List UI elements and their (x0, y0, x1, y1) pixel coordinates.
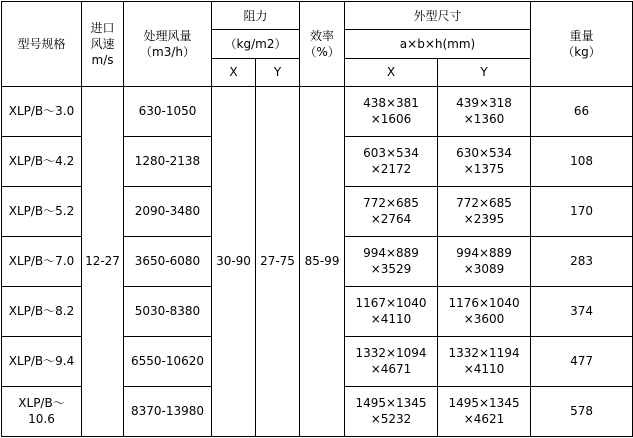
cell-air-volume: 5030-8380 (124, 286, 212, 336)
header-dimensions-unit: a×b×h(mm) (345, 30, 531, 58)
header-resistance-x: X (212, 58, 256, 86)
cell-weight: 283 (531, 236, 633, 286)
cell-inlet-speed-merged: 12-27 (82, 86, 124, 436)
table-header-row (2, 2, 633, 30)
cell-dimensions-x: 772×685 ×2764 (345, 186, 438, 236)
cell-dimensions-y: 994×889 ×3089 (438, 236, 531, 286)
header-weight: 重量 （kg） (531, 2, 633, 87)
table-row (2, 86, 633, 136)
cell-dimensions-y: 630×534 ×1375 (438, 136, 531, 186)
cell-model: XLP/B～10.6 (2, 386, 82, 436)
header-model: 型号规格 (2, 2, 82, 87)
cell-dimensions-y: 772×685 ×2395 (438, 186, 531, 236)
cell-resistance-y-merged: 27-75 (256, 86, 300, 436)
header-dimensions-y: Y (438, 58, 531, 86)
cell-weight: 108 (531, 136, 633, 186)
header-dimensions-title: 外型尺寸 (345, 2, 531, 30)
cell-air-volume: 3650-6080 (124, 236, 212, 286)
cell-dimensions-y: 1176×1040 ×3600 (438, 286, 531, 336)
cell-dimensions-x: 603×534 ×2172 (345, 136, 438, 186)
header-dimensions-x: X (345, 58, 438, 86)
cell-model: XLP/B～5.2 (2, 186, 82, 236)
cell-dimensions-y: 1495×1345 ×4621 (438, 386, 531, 436)
header-resistance-unit: （kg/m2） (212, 30, 300, 58)
cell-weight: 66 (531, 86, 633, 136)
cell-dimensions-x: 1495×1345 ×5232 (345, 386, 438, 436)
cell-dimensions-x: 994×889 ×3529 (345, 236, 438, 286)
cell-air-volume: 1280-2138 (124, 136, 212, 186)
cell-weight: 374 (531, 286, 633, 336)
header-resistance-y: Y (256, 58, 300, 86)
specification-table (1, 1, 633, 437)
cell-dimensions-x: 438×381 ×1606 (345, 86, 438, 136)
cell-weight: 170 (531, 186, 633, 236)
cell-air-volume: 2090-3480 (124, 186, 212, 236)
cell-model: XLP/B～3.0 (2, 86, 82, 136)
cell-weight: 477 (531, 336, 633, 386)
cell-air-volume: 6550-10620 (124, 336, 212, 386)
header-inlet-speed: 进口 风速 m/s (82, 2, 124, 87)
cell-efficiency-merged: 85-99 (300, 86, 345, 436)
header-efficiency: 效率 （%） (300, 2, 345, 87)
cell-model: XLP/B～8.2 (2, 286, 82, 336)
cell-model: XLP/B～4.2 (2, 136, 82, 186)
cell-air-volume: 630-1050 (124, 86, 212, 136)
header-resistance-title: 阻力 (212, 2, 300, 30)
cell-model: XLP/B～7.0 (2, 236, 82, 286)
cell-air-volume: 8370-13980 (124, 386, 212, 436)
header-air-volume: 处理风量 （m3/h） (124, 2, 212, 87)
cell-dimensions-x: 1167×1040 ×4110 (345, 286, 438, 336)
cell-resistance-x-merged: 30-90 (212, 86, 256, 436)
cell-dimensions-x: 1332×1094 ×4671 (345, 336, 438, 386)
cell-weight: 578 (531, 386, 633, 436)
cell-model: XLP/B～9.4 (2, 336, 82, 386)
cell-dimensions-y: 1332×1194 ×4110 (438, 336, 531, 386)
cell-dimensions-y: 439×318 ×1360 (438, 86, 531, 136)
